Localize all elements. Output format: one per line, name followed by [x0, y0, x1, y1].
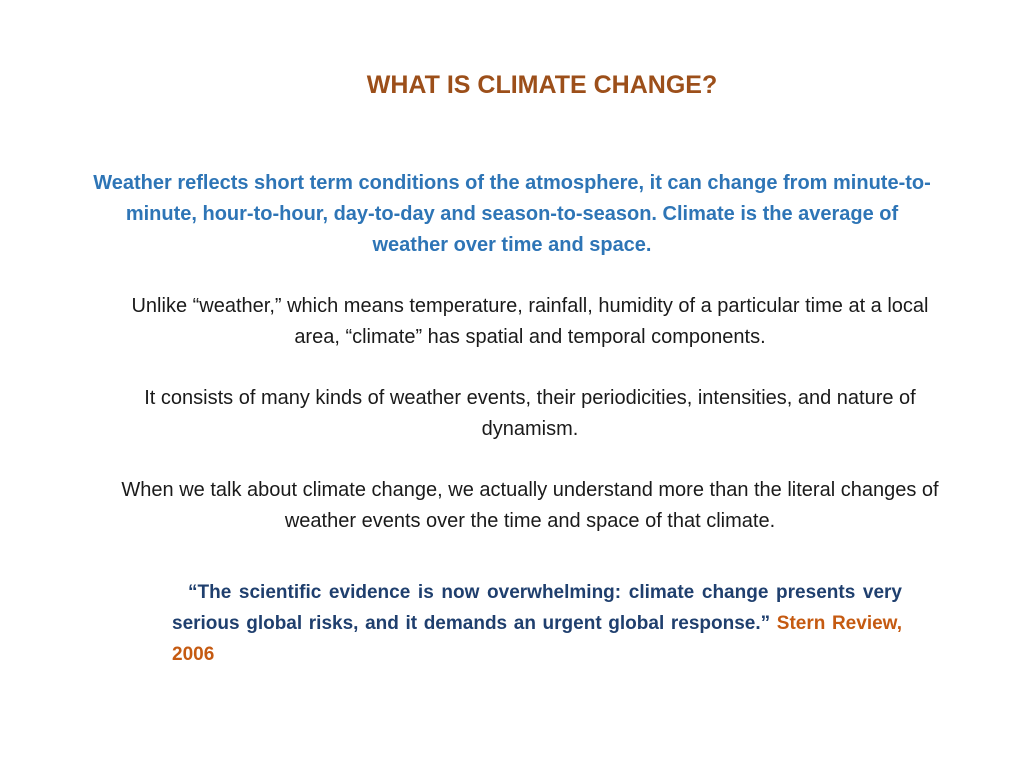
quote-text: “The scientific evidence is now overwhelming: climate change presents very serious global risks, and it demands an urgent global response.”: [172, 582, 902, 634]
paragraph-climate-change: When we talk about climate change, we actually understand more than the literal changes of weather events over the time and space of that climate.: [121, 479, 939, 532]
slide-title: WHAT IS CLIMATE CHANGE?: [366, 71, 718, 99]
lead-definition: Weather reflects short term conditions of the atmosphere, it can change from minute-to-minute, hour-to-hour, day-to-day and season-to-season. Climate is the average of weather over time and space.: [93, 172, 931, 256]
paragraph-weather-vs-climate: Unlike “weather,” which means temperature, rainfall, humidity of a particular time at a local area, “climate” has spatial and temporal components.: [131, 295, 929, 348]
stern-quote: [172, 577, 902, 670]
quote-source: Stern Review, 2006: [172, 613, 903, 665]
paragraph-weather-events: It consists of many kinds of weather events, their periodicities, intensities, and nature of dynamism.: [144, 387, 916, 440]
